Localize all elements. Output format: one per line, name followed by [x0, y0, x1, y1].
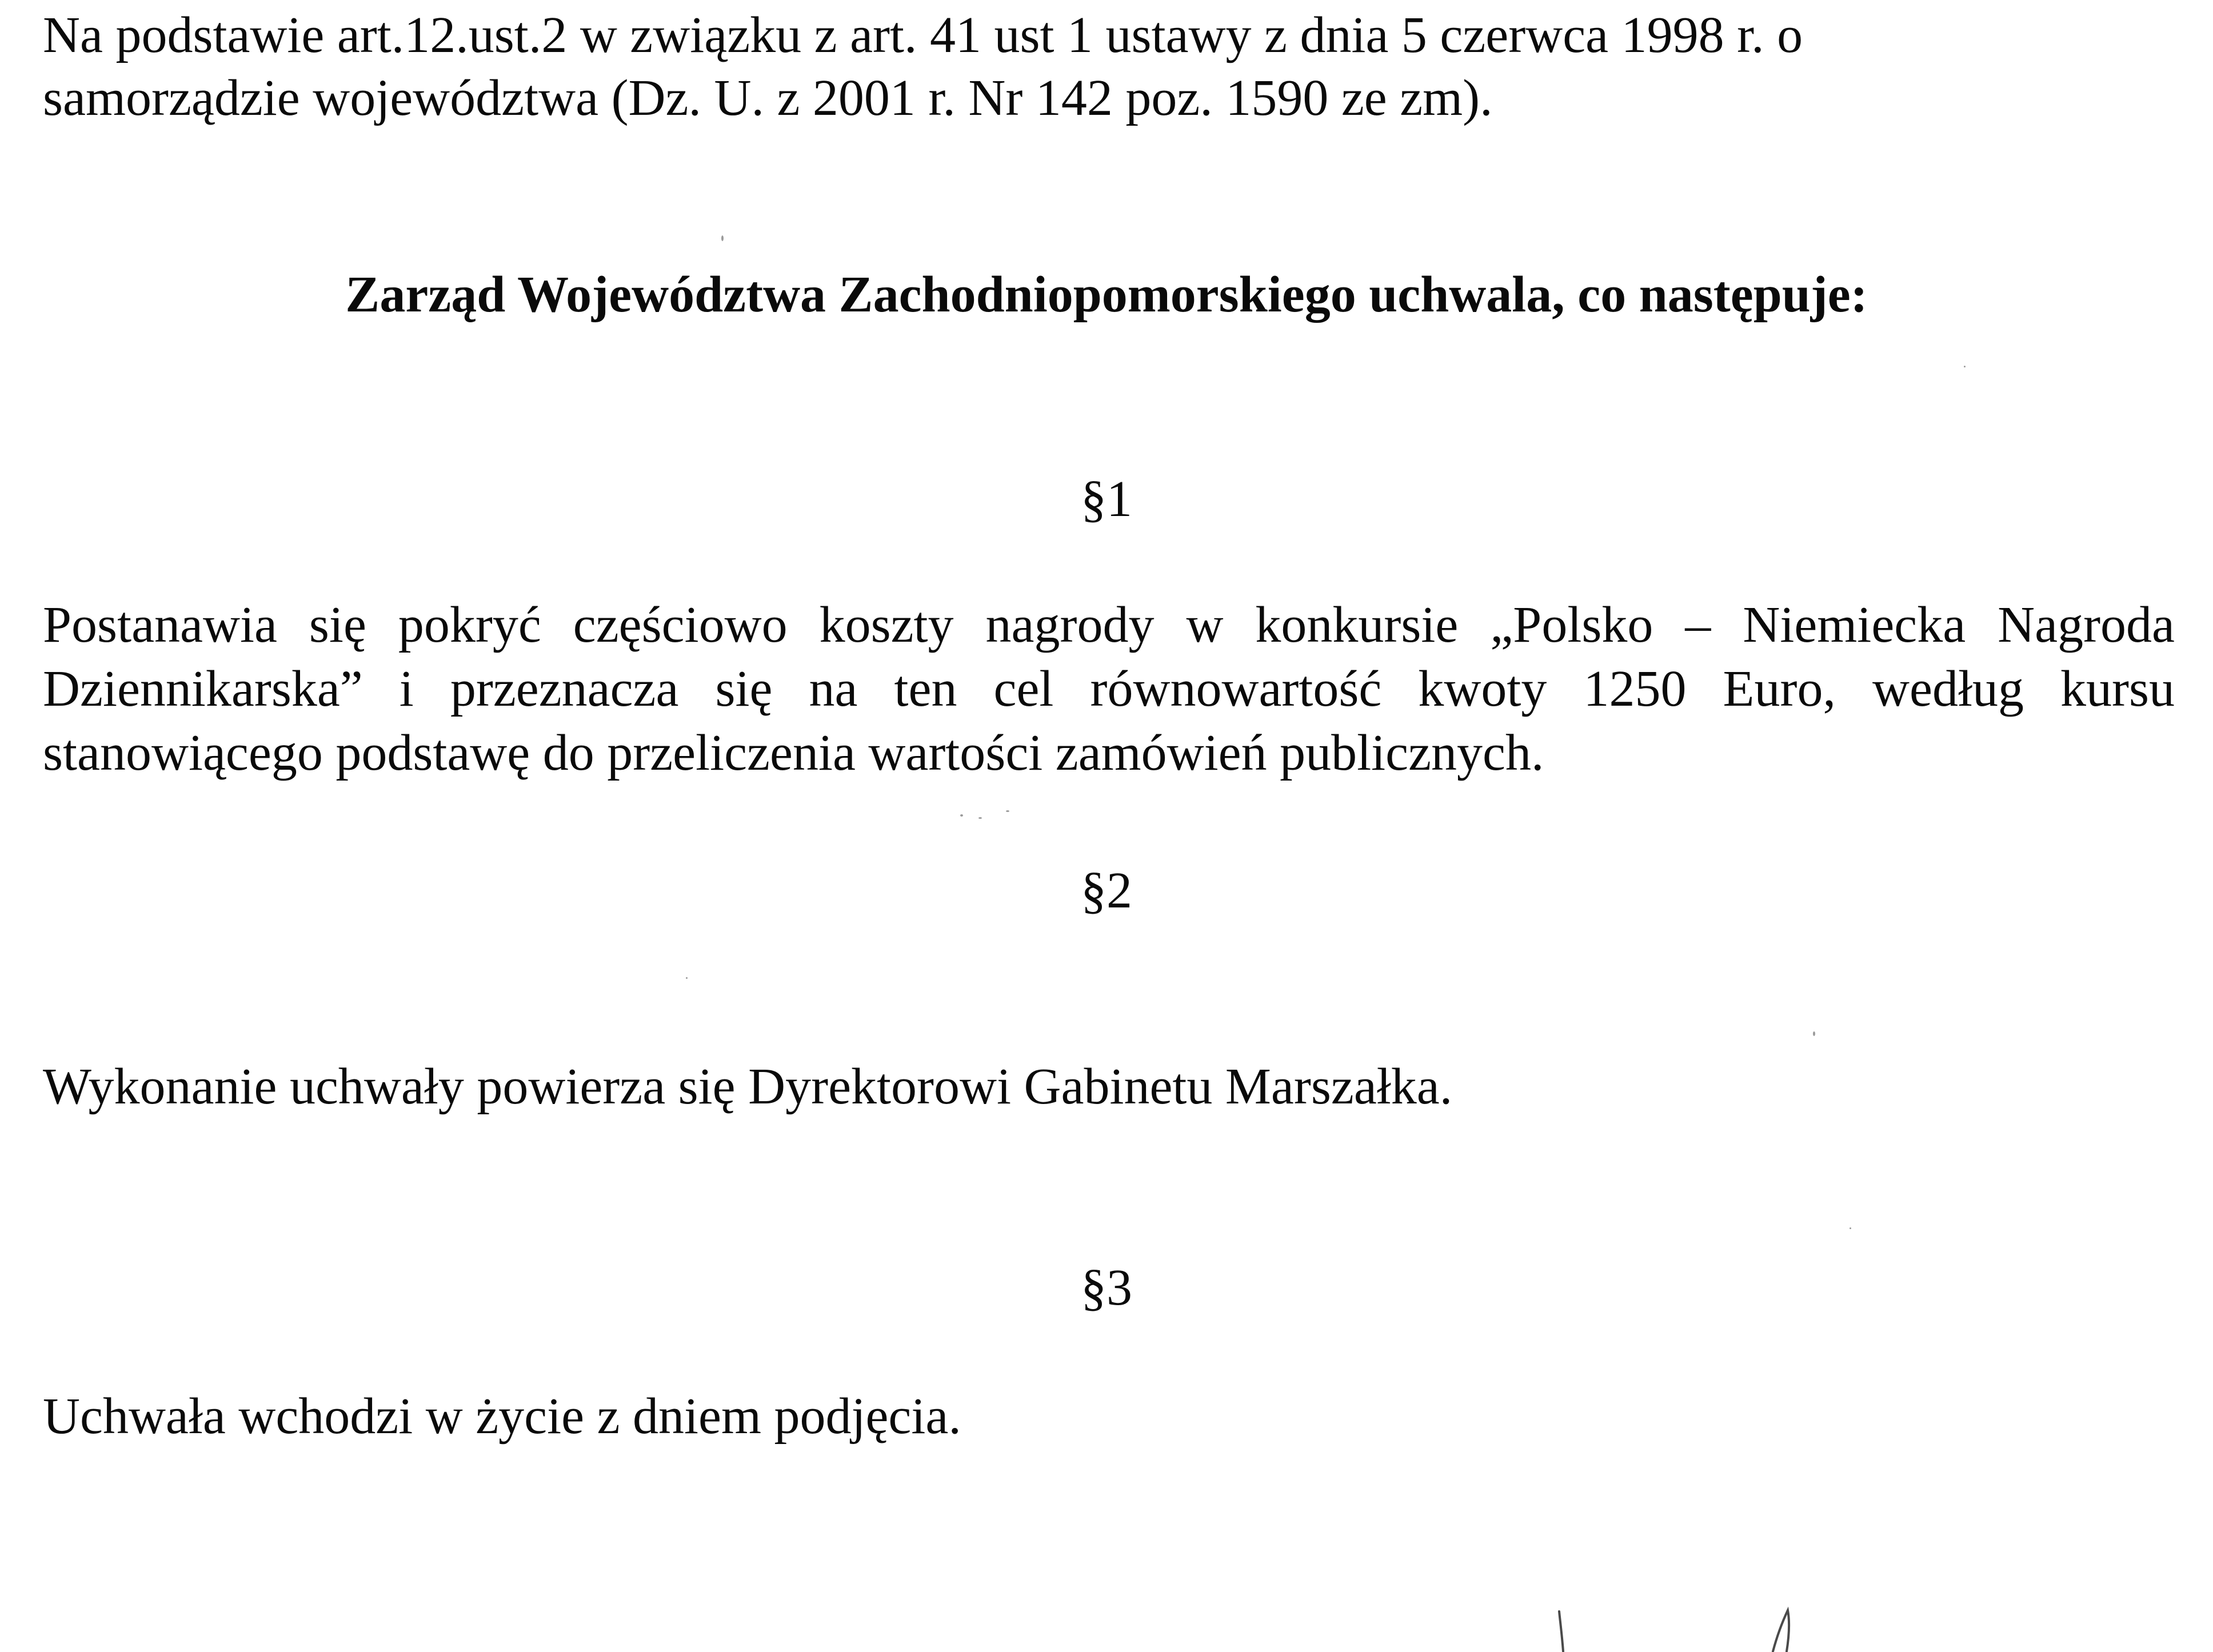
- scan-speck: [960, 814, 963, 817]
- scan-speck: [1006, 810, 1009, 812]
- section-2-text: Wykonanie uchwały powierza się Dyrektorowi Gabinetu Marszałka.: [43, 1058, 1453, 1115]
- section-2-mark: §2: [1081, 862, 1132, 919]
- section-1-line-1: Postanawia się pokryć częściowo koszty nagrody w konkursie „Polsko – Niemiecka Nagroda: [43, 597, 2175, 653]
- section-3-mark: §3: [1081, 1259, 1132, 1316]
- resolution-heading: Zarząd Województwa Zachodniopomorskiego uchwala, co następuje:: [345, 266, 1868, 323]
- section-1-line-2: Dziennikarska” i przeznacza się na ten cel równowartość kwoty 1250 Euro, według kursu: [43, 661, 2175, 717]
- legal-basis-line-1: Na podstawie art.12.ust.2 w związku z art. 41 ust 1 ustawy z dnia 5 czerwca 1998 r. o: [43, 7, 1803, 63]
- section-1-mark: §1: [1081, 471, 1132, 527]
- section-1-line-3: stanowiącego podstawę do przeliczenia wartości zamówień publicznych.: [43, 725, 1544, 781]
- scan-speck: [1964, 366, 1966, 367]
- scan-speck: [1850, 1227, 1851, 1229]
- scan-speck: [721, 235, 724, 241]
- legal-basis-line-2: samorządzie województwa (Dz. U. z 2001 r. Nr 142 poz. 1590 ze zm).: [43, 70, 1493, 126]
- scan-speck: [1813, 1031, 1815, 1036]
- section-3-text: Uchwała wchodzi w życie z dniem podjęcia.: [43, 1388, 961, 1445]
- signature-mark: [1543, 1606, 1817, 1652]
- scan-speck: [686, 977, 688, 979]
- scan-speck: [978, 817, 982, 819]
